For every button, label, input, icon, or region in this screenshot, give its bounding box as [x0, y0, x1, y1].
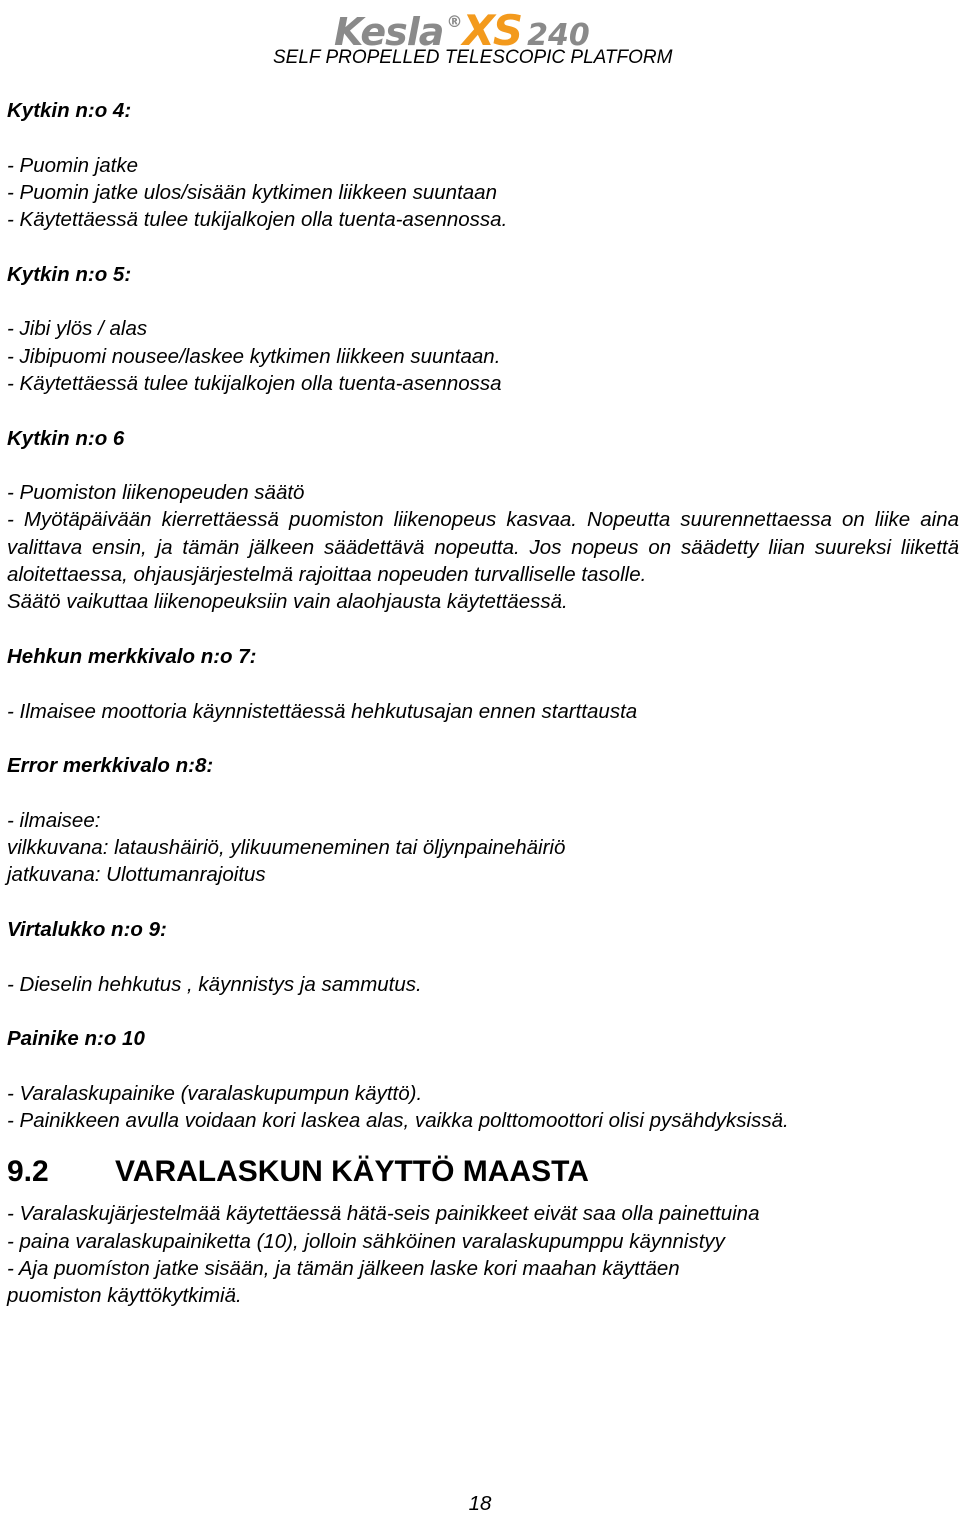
heading-switch-6: Kytkin n:o 6 — [7, 426, 125, 450]
header-subtitle: SELF PROPELLED TELESCOPIC PLATFORM — [273, 47, 673, 68]
logo-model-letters: XS — [462, 6, 522, 55]
error-indicator-line: vilkkuvana: lataushäiriö, ylikuumeneminen tai öljynpainehäiriö — [7, 836, 566, 860]
switch-5-line: - Jibi ylös / alas — [7, 317, 148, 341]
ignition-lock-line: - Dieselin hehkutus , käynnistys ja sammutus. — [7, 972, 422, 996]
heading-switch-4: Kytkin n:o 4: — [7, 99, 132, 122]
button-10-line: - Varalaskupainike (varalaskupumpun käyttö). — [7, 1081, 423, 1105]
section-9-2-line: - Varalaskujärjestelmää käytettäessä hätä-seis painikkeet eivät saa olla painettuina — [7, 1202, 760, 1226]
page-number: 18 — [468, 1492, 492, 1515]
logo-brand: Kesla — [334, 10, 444, 54]
heading-switch-5: Kytkin n:o 5: — [7, 262, 132, 286]
section-9-2-line: - Aja puomíston jatke sisään, ja tämän jälkeen laske kori maahan käyttäen — [7, 1256, 680, 1280]
registered-mark: ® — [446, 12, 463, 31]
switch-4-line: - Puomin jatke — [7, 153, 139, 177]
switch-4-line: - Puomin jatke ulos/sisään kytkimen liikkeen suuntaan — [7, 180, 497, 204]
document-body — [7, 97, 959, 1309]
error-indicator-line: jatkuvana: Ulottumanrajoitus — [7, 863, 266, 887]
logo-model-number: 240 — [527, 18, 590, 53]
heading-button-10: Painike n:o 10 — [7, 1027, 145, 1051]
logo — [334, 2, 634, 55]
heading-error-indicator-8: Error merkkivalo n:8: — [7, 754, 214, 778]
section-title: VARALASKUN KÄYTTÖ MAASTA — [115, 1155, 589, 1189]
switch-5-line: - Käytettäessä tulee tukijalkojen olla tuenta-asennossa — [7, 371, 502, 395]
switch-5-line: - Jibipuomi nousee/laskee kytkimen liikkeen suuntaan. — [7, 344, 501, 368]
section-9-2-line: puomiston käyttökytkimiä. — [7, 1284, 242, 1308]
heading-glow-indicator-7: Hehkun merkkivalo n:o 7: — [7, 644, 257, 668]
switch-6-paragraph: - Myötäpäivään kierrettäessä puomiston liikenopeus kasvaa. Nopeutta suurennettaessa on liike aina valittava ensin, ja tämän jälkeen säädettävä nopeutta. Jos nopeus on säädetty liian suureksi liikettä aloitettaessa, ohjausjärjestelmä rajoittaa nopeuden turvalliselle tasolle. — [7, 508, 959, 587]
section-heading-9-2 — [7, 1152, 959, 1192]
button-10-line: - Painikkeen avulla voidaan kori laskea alas, vaikka polttomoottori olisi pysähdyksissä. — [7, 1108, 789, 1132]
switch-4-line: - Käytettäessä tulee tukijalkojen olla tuenta-asennossa. — [7, 208, 508, 232]
switch-6-line: - Puomiston liikenopeuden säätö — [7, 481, 305, 505]
error-indicator-line: - ilmaisee: — [7, 808, 101, 832]
switch-6-note: Säätö vaikuttaa liikenopeuksiin vain alaohjausta käytettäessä. — [7, 590, 568, 614]
heading-ignition-lock-9: Virtalukko n:o 9: — [7, 917, 167, 941]
section-number: 9.2 — [7, 1155, 49, 1189]
glow-indicator-line: - Ilmaisee moottoria käynnistettäessä hehkutusajan ennen starttausta — [7, 699, 638, 723]
section-9-2-line: - paina varalaskupainiketta (10), jolloin sähköinen varalaskupumppu käynnistyy — [7, 1229, 725, 1253]
